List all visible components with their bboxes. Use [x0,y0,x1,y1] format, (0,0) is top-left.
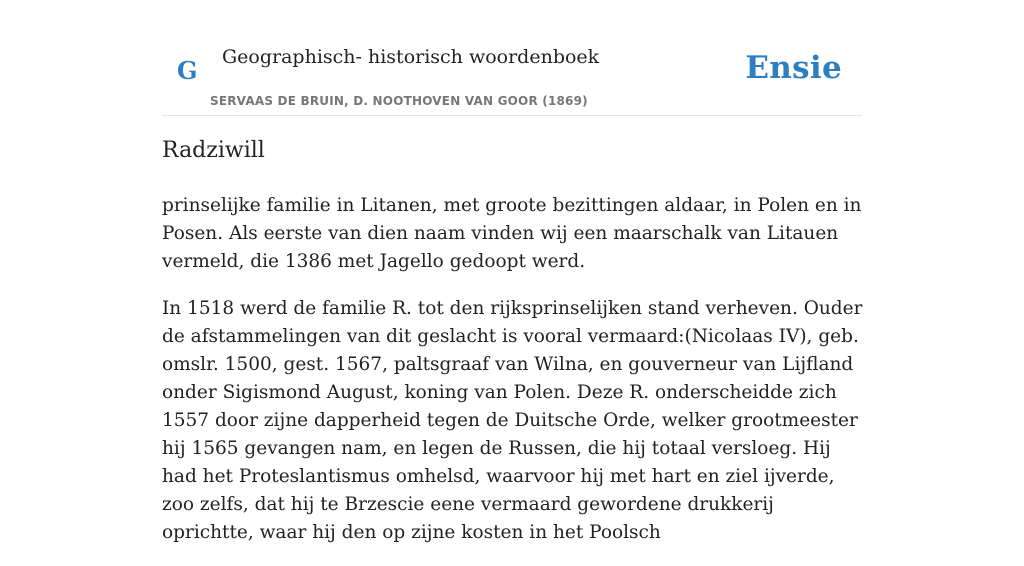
entry-paragraph: prinselijke familie in Litanen, met groote bezittingen aldaar, in Polen en in Posen. Als eerste van dien naam vinden wij een maarschalk van Litauen vermeld, die 1386 met Jagello gedoopt werd. [162,195,862,272]
book-author: SERVAAS DE BRUIN, D. NOOTHOVEN VAN GOOR (1869) [210,94,588,108]
book-header [162,40,862,116]
book-logo-icon[interactable]: G [177,56,198,85]
ensie-logo-link[interactable]: Ensie [745,50,842,86]
entry-paragraph: In 1518 werd de familie R. tot den rijksprinselijken stand verheven. Ouder de afstammelingen van dit geslacht is vooral vermaard:(Nicolaas IV), geb. omslr. 1500, gest. 1567, paltsgraaf van Wilna, en gouverneur van Lijfland onder Sigismond August, koning van Polen. Deze R. onderscheidde zich 1557 door zijne dapperheid tegen de Duitsche Orde, welker grootmeester hij 1565 gevangen nam, en legen de Russen, die hij totaal versloeg. Hij had het Proteslantismus omhelsd, waarvoor hij met hart en ziel ijverde, zoo zelfs, dat hij te Brzescie eene vermaard gewordene drukkerij oprichtte, waar hij den op zijne kosten in het Poolsch [162,298,863,543]
book-title-link[interactable]: Geographisch- historisch woordenboek [222,46,600,68]
entry-title: Radziwill [162,138,265,163]
entry-content [162,192,867,566]
